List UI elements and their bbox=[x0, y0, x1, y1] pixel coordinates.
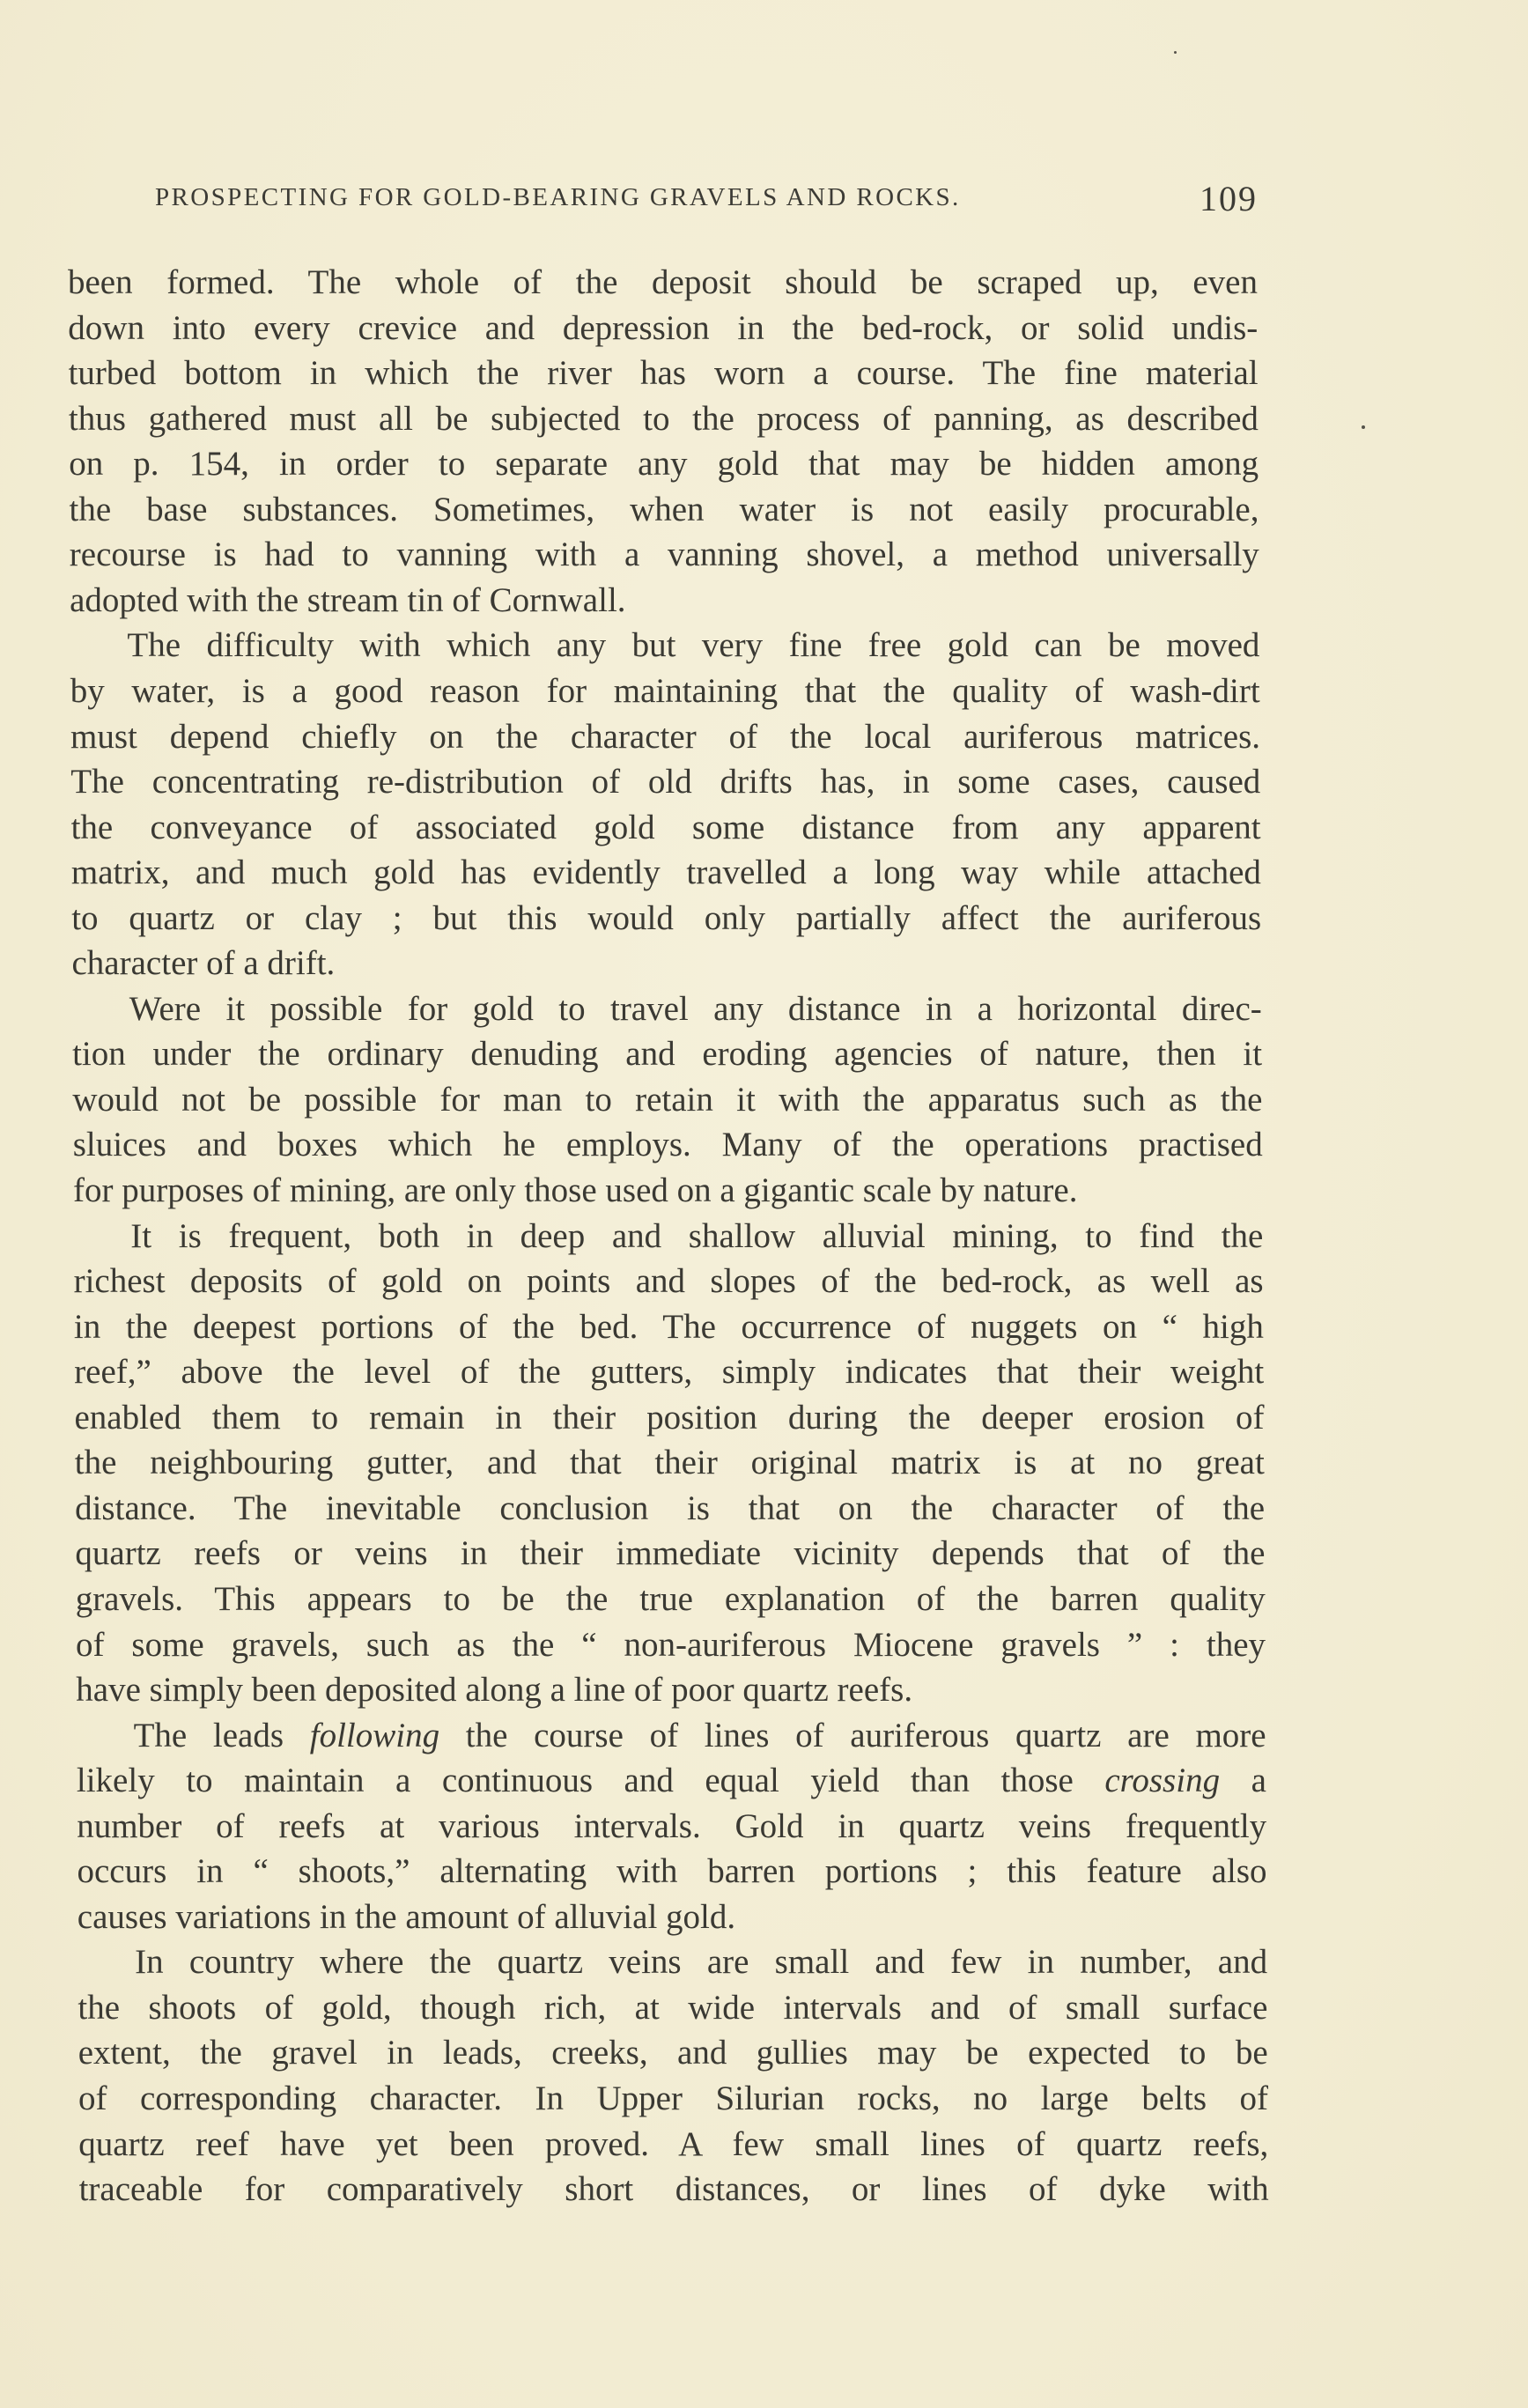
text-line bbox=[69, 441, 1259, 487]
text-line bbox=[74, 1259, 1264, 1304]
text-line bbox=[78, 1849, 1267, 1895]
line-text bbox=[134, 1713, 1266, 1759]
text-line bbox=[71, 850, 1261, 896]
line-text: thus gathered must all be subjected to the process of panning, as described bbox=[68, 399, 1259, 438]
line-text: The concentrating re-distribution of old drifts has, in some cases, caused bbox=[70, 763, 1261, 801]
line-text: The difficulty with which any but very fine free gold can be moved bbox=[127, 626, 1260, 665]
text-line bbox=[77, 1804, 1266, 1850]
page-number: 109 bbox=[1200, 179, 1258, 218]
text-line bbox=[78, 2122, 1268, 2168]
line-text: the base substances. Sometimes, when water is not easily procurable, bbox=[69, 490, 1259, 528]
text-line bbox=[70, 532, 1259, 578]
line-text: quartz reef have yet been proved. A few small lines of quartz reefs, bbox=[78, 2124, 1269, 2163]
text-line bbox=[69, 351, 1259, 396]
line-text: for purposes of mining, are only those used on a gigantic scale by nature. bbox=[73, 1171, 1078, 1209]
line-text: have simply been deposited along a line of poor quartz reefs. bbox=[76, 1671, 913, 1710]
text-line bbox=[72, 941, 1262, 986]
text-line bbox=[76, 1667, 1266, 1713]
line-text: richest deposits of gold on points and slopes of the bed-rock, as well as bbox=[73, 1262, 1264, 1301]
text-line bbox=[70, 759, 1260, 805]
text-line bbox=[68, 260, 1258, 306]
text-line bbox=[75, 1395, 1265, 1441]
text-line bbox=[72, 1077, 1262, 1123]
italic-emphasis: crossing bbox=[1104, 1762, 1221, 1800]
text-line bbox=[70, 487, 1259, 533]
text-line bbox=[77, 1758, 1266, 1804]
line-text: Were it possible for gold to travel any distance in a horizontal direc- bbox=[129, 989, 1262, 1028]
text-line bbox=[73, 1122, 1263, 1168]
text-line bbox=[75, 1486, 1265, 1532]
text-line bbox=[78, 2030, 1268, 2076]
text-line bbox=[75, 1440, 1265, 1486]
line-text: quartz reefs or veins in their immediate vicinity depends that of the bbox=[75, 1534, 1266, 1573]
line-text: the conveyance of associated gold some distance from any apparent bbox=[70, 808, 1261, 846]
text-line bbox=[72, 1031, 1262, 1077]
line-text: been formed. The whole of the deposit should be scraped up, even bbox=[68, 263, 1258, 301]
line-text bbox=[77, 1758, 1266, 1804]
text-line bbox=[79, 2167, 1269, 2212]
text-line bbox=[76, 1577, 1266, 1622]
line-text: matrix, and much gold has evidently travelled a long way while attached bbox=[70, 853, 1261, 892]
line-text: in the deepest portions of the bed. The occurrence of nuggets on “ high bbox=[73, 1307, 1264, 1346]
text-line bbox=[70, 578, 1259, 624]
text-line bbox=[71, 896, 1261, 942]
text-line bbox=[70, 714, 1260, 760]
line-text: would not be possible for man to retain it with the apparatus such as the bbox=[72, 1080, 1263, 1119]
line-text: to quartz or clay ; but this would only partially affect the auriferous bbox=[71, 898, 1262, 937]
paragraph-first-line bbox=[135, 1939, 1267, 1985]
page-header bbox=[155, 181, 1258, 219]
line-text: tion under the ordinary denuding and eroding agencies of nature, then it bbox=[72, 1035, 1263, 1074]
line-text: reef,” above the level of the gutters, simply indicates that their weight bbox=[74, 1353, 1265, 1392]
running-title: PROSPECTING FOR GOLD-BEARING GRAVELS AND ROCKS. bbox=[155, 183, 961, 211]
line-text: of corresponding character. In Upper Silurian rocks, no large belts of bbox=[78, 2079, 1268, 2117]
paper-speck bbox=[1174, 51, 1177, 54]
text-line bbox=[78, 2076, 1268, 2122]
paragraph-first-line bbox=[129, 986, 1262, 1032]
line-text: of some gravels, such as the “ non-auriferous Miocene gravels ” : they bbox=[76, 1625, 1266, 1664]
line-text: adopted with the stream tin of Cornwall. bbox=[70, 580, 626, 619]
text-line bbox=[75, 1531, 1265, 1577]
line-text: sluices and boxes which he employs. Many of the operations practised bbox=[72, 1126, 1263, 1164]
line-text: the neighbouring gutter, and that their original matrix is at no great bbox=[74, 1444, 1265, 1482]
line-text: number of reefs at various intervals. Gold in quartz veins frequently bbox=[77, 1806, 1267, 1845]
line-text: In country where the quartz veins are small and few in number, and bbox=[135, 1943, 1268, 1982]
line-text: causes variations in the amount of alluvial gold. bbox=[77, 1897, 736, 1936]
text-line bbox=[78, 1895, 1267, 1940]
text-run: likely to maintain a continuous and equal yield than those bbox=[76, 1762, 1105, 1800]
text-run: a bbox=[1220, 1762, 1266, 1800]
text-line bbox=[74, 1349, 1264, 1395]
line-text: down into every crevice and depression in the bed-rock, or solid undis- bbox=[68, 308, 1259, 347]
line-text: distance. The inevitable conclusion is that on the character of the bbox=[75, 1488, 1266, 1527]
paper-speck bbox=[1362, 425, 1365, 429]
line-text: occurs in “ shoots,” alternating with barren portions ; this feature also bbox=[77, 1852, 1267, 1891]
text-run: the course of lines of auriferous quartz are more bbox=[439, 1716, 1266, 1754]
line-text: recourse is had to vanning with a vanning shovel, a method universally bbox=[69, 536, 1259, 574]
line-text: It is frequent, both in deep and shallow alluvial mining, to find the bbox=[130, 1216, 1264, 1255]
line-text: the shoots of gold, though rich, at wide intervals and of small surface bbox=[78, 1988, 1268, 2027]
line-text: enabled them to remain in their position during the deeper erosion of bbox=[74, 1398, 1265, 1437]
line-text: must depend chiefly on the character of the local auriferous matrices. bbox=[70, 717, 1260, 756]
text-line bbox=[76, 1622, 1266, 1668]
text-run: The leads bbox=[133, 1716, 310, 1754]
text-line bbox=[69, 396, 1259, 442]
line-text: traceable for comparatively short distances, or lines of dyke with bbox=[78, 2170, 1269, 2209]
paragraph-first-line bbox=[127, 623, 1259, 668]
paragraph-first-line bbox=[130, 1214, 1263, 1259]
line-text: character of a drift. bbox=[71, 944, 336, 983]
line-text: by water, is a good reason for maintaining that the quality of wash-dirt bbox=[70, 671, 1260, 710]
text-line bbox=[71, 805, 1261, 851]
text-line bbox=[68, 306, 1258, 351]
line-text: gravels. This appears to be the true explanation of the barren quality bbox=[75, 1579, 1266, 1618]
text-line bbox=[70, 668, 1260, 714]
text-line bbox=[74, 1304, 1264, 1350]
text-line bbox=[73, 1168, 1263, 1214]
line-text: extent, the gravel in leads, creeks, and gullies may be expected to be bbox=[78, 2034, 1268, 2072]
line-text: turbed bottom in which the river has worn a course. The fine material bbox=[68, 354, 1259, 393]
italic-emphasis: following bbox=[309, 1716, 440, 1754]
text-line bbox=[78, 1985, 1267, 2031]
paragraph-first-line bbox=[134, 1713, 1266, 1759]
line-text: on p. 154, in order to separate any gold that may be hidden among bbox=[69, 445, 1259, 484]
